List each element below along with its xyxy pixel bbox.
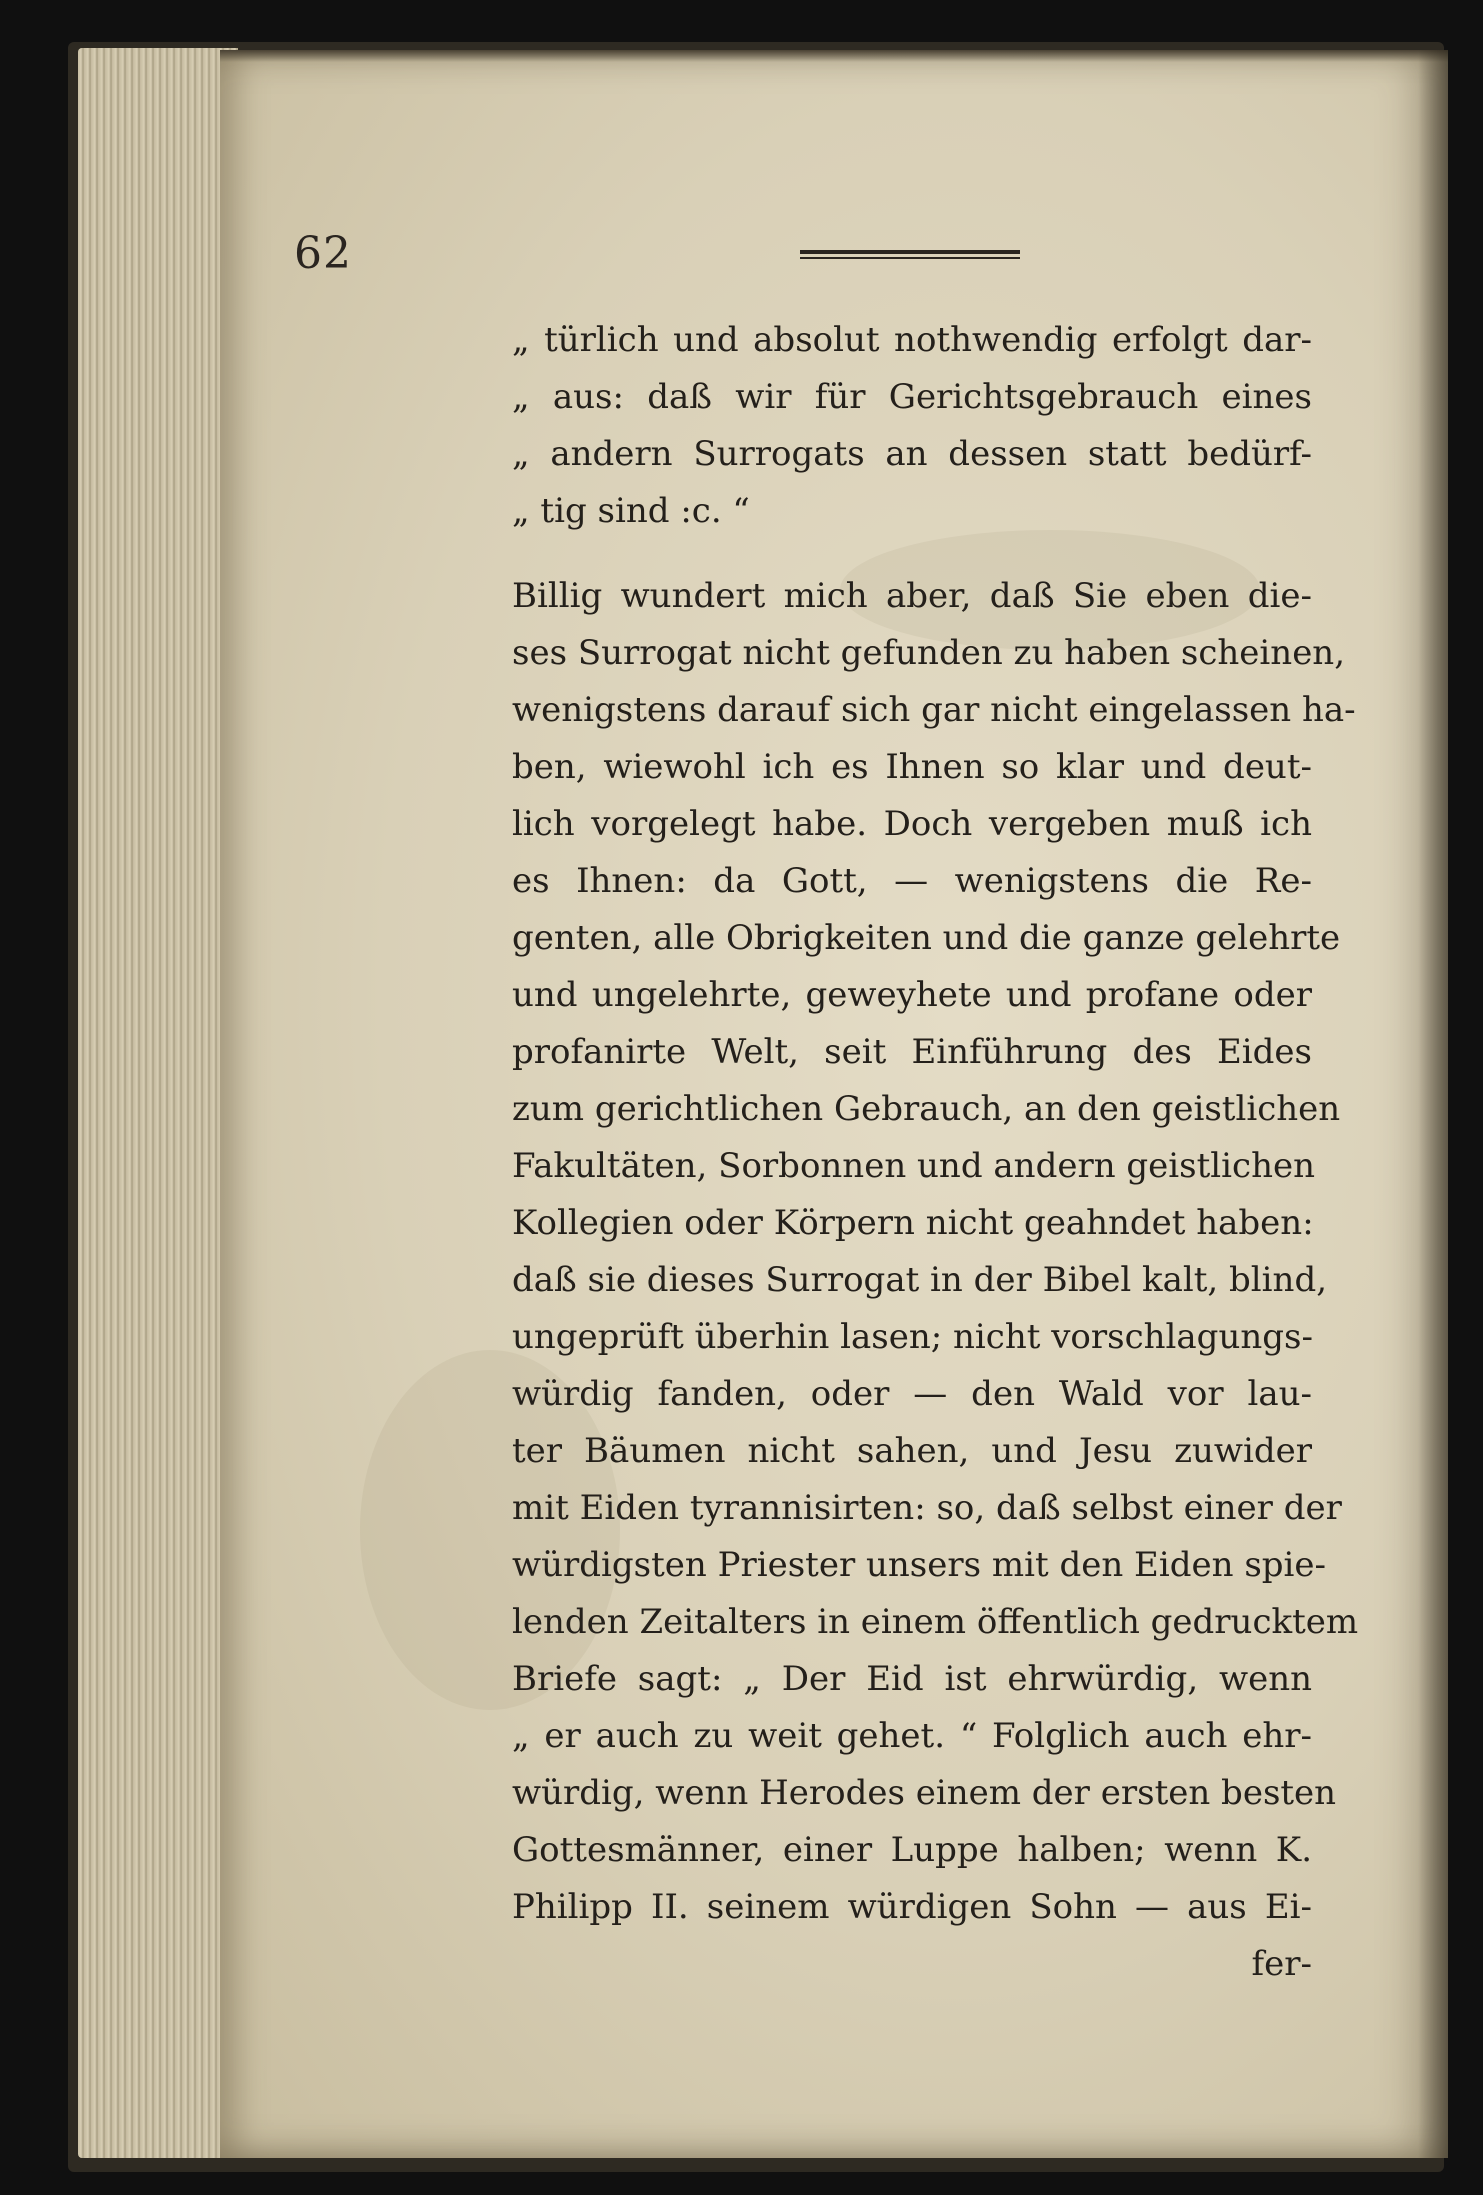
text-line: Kollegien oder Körpern nicht geahndet haben:	[512, 1203, 1314, 1243]
page-top-shadow	[220, 50, 1448, 62]
text-line: genten, alle Obrigkeiten und die ganze gelehrte	[512, 918, 1341, 958]
text-line: ben, wiewohl ich es Ihnen so klar und deut-	[512, 747, 1312, 787]
text-line: würdigsten Priester unsers mit den Eiden spie-	[512, 1545, 1327, 1585]
quote-line: „ aus: daß wir für Gerichtsgebrauch eines	[512, 377, 1312, 417]
text-line: Philipp II. seinem würdigen Sohn — aus Ei-	[512, 1887, 1312, 1927]
header-rule	[800, 250, 1020, 260]
text-line: Fakultäten, Sorbonnen und andern geistlichen	[512, 1146, 1315, 1186]
text-line: wenigstens darauf sich gar nicht eingelassen ha-	[512, 690, 1356, 730]
text-line: profanirte Welt, seit Einführung des Eides	[512, 1032, 1312, 1072]
catchword: fer-	[1251, 1944, 1312, 1984]
text-line: ungeprüft überhin lasen; nicht vorschlagungs-	[512, 1317, 1313, 1357]
quote-line: „ türlich und absolut nothwendig erfolgt dar-	[512, 320, 1312, 360]
page-gutter-shadow	[1418, 50, 1448, 2158]
text-line: Billig wundert mich aber, daß Sie eben die-	[512, 576, 1312, 616]
text-line: und ungelehrte, geweyhete und profane oder	[512, 975, 1312, 1015]
text-line: lich vorgelegt habe. Doch vergeben muß ich	[512, 804, 1312, 844]
text-line: würdig, wenn Herodes einem der ersten besten	[512, 1773, 1337, 1813]
text-line: mit Eiden tyrannisirten: so, daß selbst einer der	[512, 1488, 1342, 1528]
body-paragraph	[512, 568, 1359, 1993]
text-line: würdig fanden, oder — den Wald vor lau-	[512, 1374, 1312, 1414]
text-line: ter Bäumen nicht sahen, und Jesu zuwider	[512, 1431, 1312, 1471]
text-line: zum gerichtlichen Gebrauch, an den geistlichen	[512, 1089, 1341, 1129]
text-line: lenden Zeitalters in einem öffentlich gedrucktem	[512, 1602, 1359, 1642]
quote-line: „ tig sind :c. “	[512, 491, 750, 531]
text-line: es Ihnen: da Gott, — wenigstens die Re-	[512, 861, 1312, 901]
text-line: „ er auch zu weit gehet. “ Folglich auch ehr-	[512, 1716, 1312, 1756]
page-number: 62	[294, 228, 352, 279]
text-line: ses Surrogat nicht gefunden zu haben scheinen,	[512, 633, 1346, 673]
text-line: Gottesmänner, einer Luppe halben; wenn K.	[512, 1830, 1312, 1870]
text-line: Briefe sagt: „ Der Eid ist ehrwürdig, wenn	[512, 1659, 1312, 1699]
header-rule-thin	[800, 257, 1020, 259]
page-edges	[78, 48, 238, 2158]
quote-line: „ andern Surrogats an dessen statt bedürf-	[512, 434, 1312, 474]
header-rule-thick	[800, 250, 1020, 254]
text-line: daß sie dieses Surrogat in der Bibel kalt, blind,	[512, 1260, 1328, 1300]
quote-block	[512, 312, 1312, 540]
